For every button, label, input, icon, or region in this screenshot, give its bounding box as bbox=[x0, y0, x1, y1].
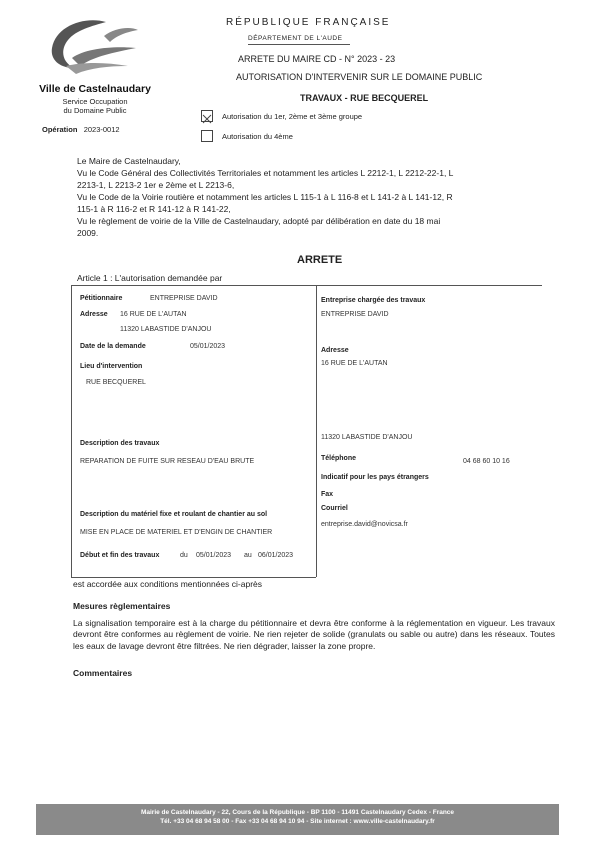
checkbox-groupe-1-3-label: Autorisation du 1er, 2ème et 3ème groupe bbox=[222, 112, 363, 121]
operation-label: Opération bbox=[42, 125, 78, 134]
checkbox-groupe-1-3[interactable] bbox=[201, 110, 213, 122]
castelnaudary-logo bbox=[46, 18, 140, 84]
preamble-line: 2213-1, L 2213-2 1er e 2ème et L 2213-6, bbox=[77, 180, 235, 190]
operation-number bbox=[42, 125, 120, 134]
preamble-line: 115-1 à R 116-2 et R 141-12 à R 141-22, bbox=[77, 204, 231, 214]
mesures-text: La signalisation temporaire est à la charge du pétitionnaire et devra être conforme à la réglementation en vigueur. Les travaux devront être conformes au règlement de voirie. Ne rien rejeter de solide (granulats ou sable ou autre) dans les réseaux. Toutes les eaux de lavage devront être filtrées. Ne rien dégrader, laisser la zone propre. bbox=[73, 618, 555, 651]
petitionnaire-label: Pétitionnaire bbox=[80, 295, 123, 302]
footer-banner bbox=[36, 804, 559, 835]
date-debut: 05/01/2023 bbox=[196, 552, 232, 559]
org-service: Service Occupation bbox=[62, 97, 128, 106]
check-mark-icon bbox=[202, 114, 212, 124]
du-label: du bbox=[180, 552, 188, 559]
indicatif-label: Indicatif pour les pays étrangers bbox=[321, 474, 429, 481]
petitionnaire-value: ENTREPRISE DAVID bbox=[150, 295, 218, 302]
entreprise-cp-ville: 11320 LABASTIDE D'ANJOU bbox=[321, 434, 413, 441]
adresse-label: Adresse bbox=[80, 311, 108, 318]
departement-underline bbox=[248, 44, 350, 45]
form-left-border bbox=[71, 285, 72, 577]
footer-address: Mairie de Castelnaudary - 22, Cours de la République - BP 1100 - 11491 Castelnaudary Cedex - France bbox=[140, 809, 455, 816]
entreprise-value: ENTREPRISE DAVID bbox=[321, 311, 389, 318]
lieu-intervention-value: RUE BECQUEREL bbox=[86, 379, 146, 386]
arrete-subject: AUTORISATION D'INTERVENIR SUR LE DOMAINE PUBLIC bbox=[236, 72, 483, 82]
description-travaux-label: Description des travaux bbox=[80, 440, 160, 447]
adresse-line2: 11320 LABASTIDE D'ANJOU bbox=[120, 326, 212, 333]
mesures-title: Mesures règlementaires bbox=[73, 601, 171, 611]
checkbox-groupe-4[interactable] bbox=[201, 130, 213, 142]
courriel-value: entreprise.david@novicsa.fr bbox=[321, 521, 408, 528]
org-name: Ville de Castelnaudary bbox=[39, 83, 151, 95]
date-demande-label: Date de la demande bbox=[80, 343, 146, 350]
preamble-line: 2009. bbox=[77, 228, 99, 238]
arrete-number: ARRETE DU MAIRE CD - N° 2023 - 23 bbox=[238, 54, 396, 64]
article-1: Article 1 : L'autorisation demandée par bbox=[77, 273, 223, 283]
operation-value: 2023-0012 bbox=[83, 125, 120, 134]
form-top-border bbox=[71, 285, 542, 286]
entreprise-adresse-line1: 16 RUE DE L'AUTAN bbox=[321, 360, 388, 367]
date-demande-value: 05/01/2023 bbox=[190, 343, 226, 350]
accordee-text: est accordée aux conditions mentionnées ci-après bbox=[73, 579, 262, 589]
preamble-line: Vu le Code de la Voirie routière et notamment les articles L 115-1 à L 116-8 et L 141-2 à L 141-12, R bbox=[77, 192, 453, 202]
entreprise-label: Entreprise chargée des travaux bbox=[321, 297, 426, 304]
commentaires-title: Commentaires bbox=[73, 668, 133, 678]
telephone-label: Téléphone bbox=[321, 455, 357, 462]
telephone-value: 04 68 60 10 16 bbox=[463, 458, 510, 465]
materiel-label: Description du matériel fixe et roulant de chantier au sol bbox=[80, 511, 268, 518]
footer-contact: Tél. +33 04 68 94 58 00 - Fax +33 04 68 94 10 94 - Site internet : www.ville-castelnaudary.fr bbox=[160, 818, 435, 825]
republique-francaise: RÉPUBLIQUE FRANÇAISE bbox=[226, 17, 391, 28]
org-service-domain: du Domaine Public bbox=[63, 106, 127, 115]
courriel-label: Courriel bbox=[321, 505, 348, 512]
debut-fin-label: Début et fin des travaux bbox=[80, 552, 160, 559]
preamble-line: Vu le règlement de voirie de la Ville de Castelnaudary, adopté par délibération en date du 18 mai bbox=[77, 216, 441, 226]
form-bottom-border bbox=[71, 577, 316, 578]
preamble-line: Le Maire de Castelnaudary, bbox=[77, 156, 181, 166]
lieu-intervention-label: Lieu d'intervention bbox=[80, 363, 143, 370]
description-travaux-value: REPARATION DE FUITE SUR RESEAU D'EAU BRUTE bbox=[80, 458, 255, 465]
au-label: au bbox=[244, 552, 252, 559]
preamble-line: Vu le Code Général des Collectivités Territoriales et notamment les articles L 2212-1, L 2212-22-1, L bbox=[77, 168, 454, 178]
arrete-heading: ARRETE bbox=[297, 254, 343, 266]
adresse-line1: 16 RUE DE L'AUTAN bbox=[120, 311, 187, 318]
arrete-travaux: TRAVAUX - RUE BECQUEREL bbox=[300, 93, 429, 103]
checkbox-groupe-4-label: Autorisation du 4ème bbox=[222, 132, 293, 141]
entreprise-adresse-label: Adresse bbox=[321, 347, 349, 354]
materiel-value: MISE EN PLACE DE MATERIEL ET D'ENGIN DE CHANTIER bbox=[80, 529, 273, 536]
fax-label: Fax bbox=[321, 491, 334, 498]
date-fin: 06/01/2023 bbox=[258, 552, 294, 559]
departement: DÉPARTEMENT DE L'AUDE bbox=[248, 35, 343, 42]
form-middle-divider bbox=[316, 285, 317, 577]
